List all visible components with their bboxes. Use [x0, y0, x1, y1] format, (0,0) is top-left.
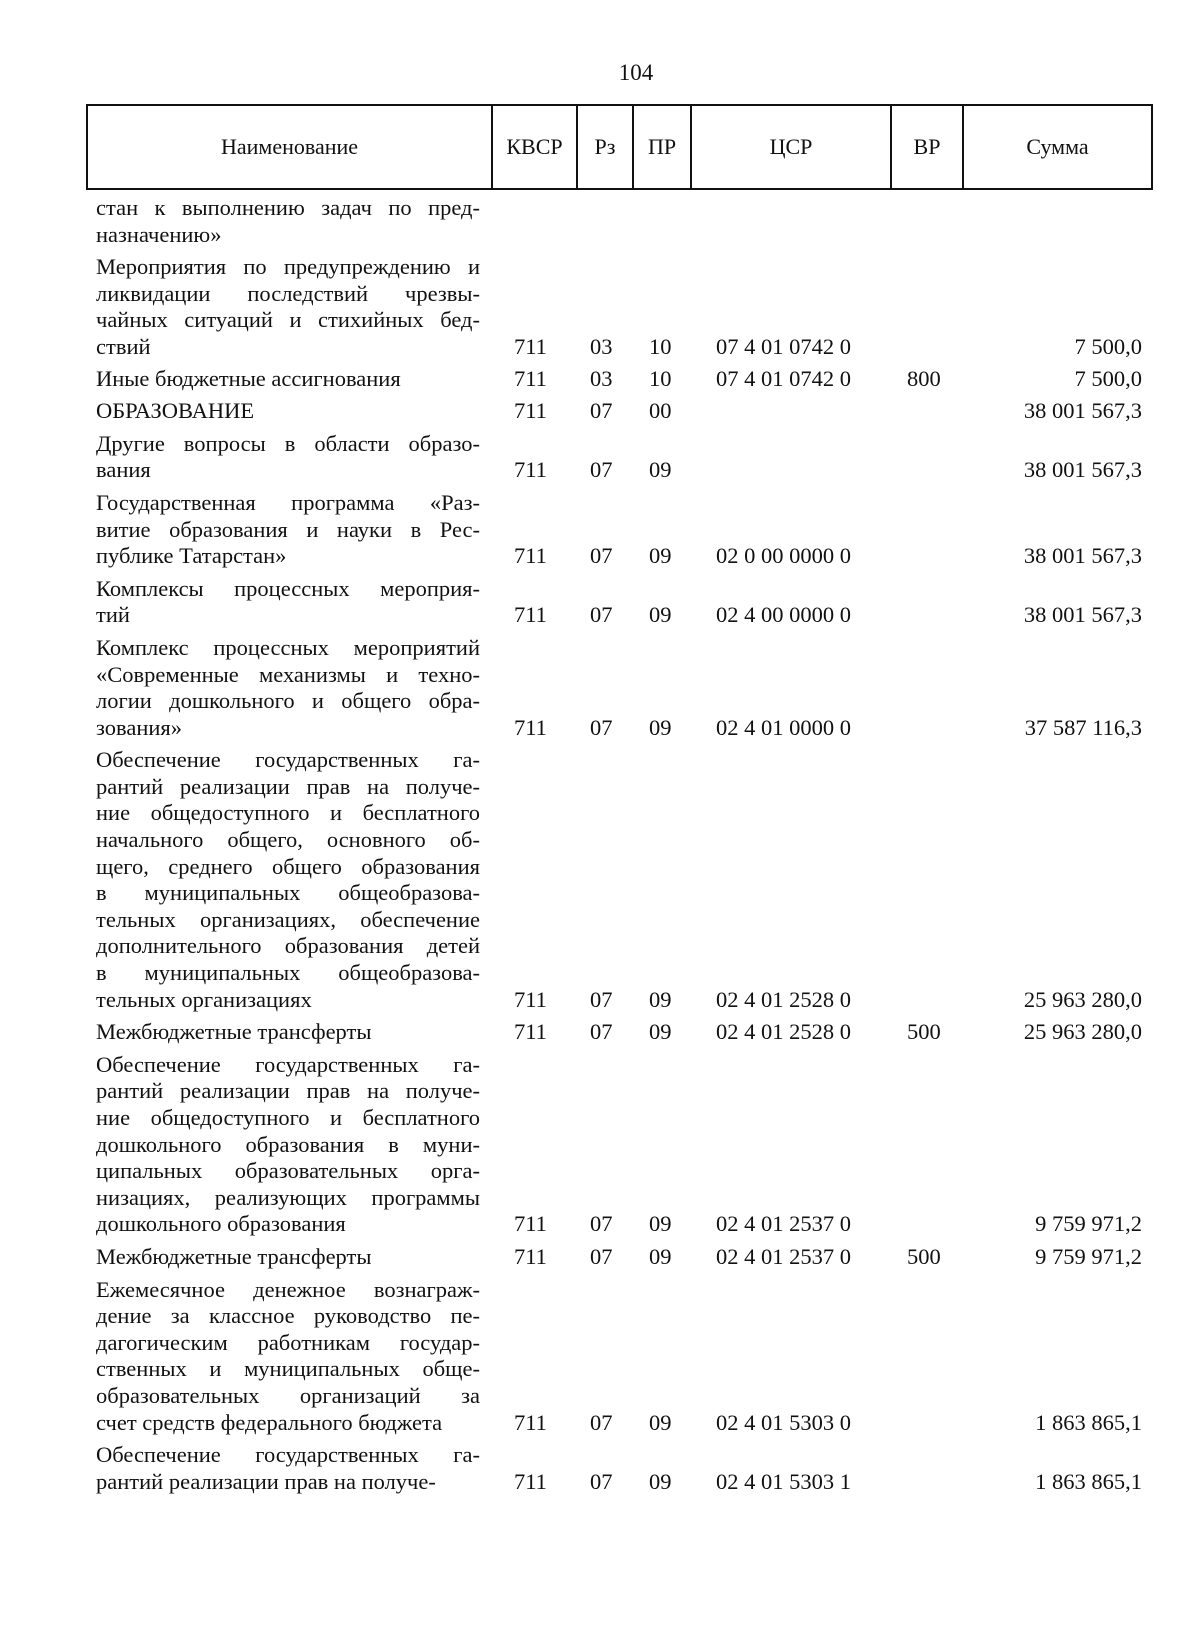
row-rz: 07: [590, 986, 613, 1012]
row-sum: 38 001 567,3: [1023, 457, 1142, 483]
row-pr: 09: [649, 1211, 672, 1237]
row-kvsr: 711: [514, 333, 547, 359]
row-sum: 7 500,0: [1074, 365, 1142, 391]
table-row: [0, 576, 1200, 629]
table-body: [0, 190, 1200, 1495]
row-name-line: дополнительного образования детей: [96, 933, 480, 959]
row-kvsr: 711: [514, 1243, 547, 1269]
row-name-line: стан к выполнению задач по пред-: [96, 195, 480, 220]
row-rz: 07: [590, 398, 613, 424]
table-row: [0, 1052, 1200, 1238]
row-kvsr: 711: [514, 365, 547, 391]
row-csr: 02 4 00 0000 0: [716, 602, 851, 628]
row-name-line: Обеспечение государственных га-: [96, 1051, 480, 1077]
row-name-line: Обеспечение государственных га-: [96, 747, 480, 773]
row-name-line: начального общего, основного об-: [96, 827, 480, 853]
row-pr: 09: [649, 986, 672, 1012]
row-pr: 09: [649, 1409, 672, 1435]
row-name-line: дошкольного образования: [96, 1211, 346, 1237]
row-name-line: ственных и муниципальных обще-: [96, 1356, 480, 1382]
row-name-line: Государственная программа «Раз-: [96, 489, 480, 515]
row-name-line: дагогическим работникам государ-: [96, 1329, 480, 1355]
row-name-line: ние общедоступного и бесплатного: [96, 1105, 480, 1130]
row-name: [96, 576, 480, 629]
table-row: [0, 195, 1200, 248]
row-name: [96, 431, 480, 484]
row-kvsr: 711: [514, 1468, 547, 1494]
row-sum: 37 587 116,3: [1024, 714, 1142, 740]
row-name-line: ципальных образовательных орга-: [96, 1158, 480, 1184]
row-pr: 09: [649, 543, 672, 569]
row-name: [96, 254, 480, 360]
header-pr: ПР: [634, 106, 692, 188]
row-kvsr: 711: [514, 1019, 547, 1045]
row-name-line: чайных ситуаций и стихийных бед-: [96, 307, 480, 333]
row-name: [96, 1052, 480, 1238]
row-kvsr: 711: [514, 714, 547, 740]
table-header: [86, 104, 1153, 190]
row-rz: 07: [590, 1019, 613, 1045]
table-row: [0, 1019, 1200, 1046]
row-name: [96, 635, 480, 741]
row-sum: 1 863 865,1: [1035, 1409, 1142, 1435]
row-rz: 07: [590, 1409, 613, 1435]
header-rz: Рз: [578, 106, 634, 188]
table-row: [0, 398, 1200, 425]
row-sum: 1 863 865,1: [1035, 1468, 1142, 1494]
row-name-line: назначению»: [96, 221, 222, 247]
row-vr: 800: [907, 365, 941, 391]
row-name-line: Другие вопросы в области образо-: [96, 430, 480, 456]
row-rz: 07: [590, 1468, 613, 1494]
row-pr: 00: [649, 398, 672, 424]
header-sum: Сумма: [1026, 134, 1089, 159]
row-name-line: Ежемесячное денежное вознаграж-: [96, 1276, 480, 1302]
row-kvsr: 711: [514, 457, 547, 483]
table-row: [0, 747, 1200, 1013]
row-rz: 03: [590, 365, 613, 391]
table-row: [0, 490, 1200, 570]
row-name: [96, 195, 480, 248]
row-pr: 09: [649, 1019, 672, 1045]
row-name-line: ОБРАЗОВАНИЕ: [96, 398, 255, 424]
row-name-line: публике Татарстан»: [96, 543, 287, 569]
row-csr: 02 4 01 2537 0: [716, 1211, 851, 1237]
header-name: Наименование: [88, 106, 493, 188]
table-row: [0, 1442, 1200, 1495]
row-rz: 07: [590, 602, 613, 628]
row-name-line: Мероприятия по предупреждению и: [96, 254, 480, 280]
row-name-line: тий: [96, 602, 130, 628]
row-name-line: тельных организациях, обеспечение: [96, 906, 480, 932]
row-pr: 09: [649, 714, 672, 740]
row-name: [96, 366, 480, 393]
row-kvsr: 711: [514, 398, 547, 424]
row-csr: 02 4 01 0000 0: [716, 714, 851, 740]
row-sum: 38 001 567,3: [1023, 602, 1142, 628]
row-pr: 10: [649, 333, 672, 359]
row-name-line: образовательных организаций за: [96, 1382, 480, 1408]
row-name: [96, 490, 480, 570]
row-name-line: ние общедоступного и бесплатного: [96, 800, 480, 826]
row-kvsr: 711: [514, 543, 547, 569]
table-row: [0, 431, 1200, 484]
table-row: [0, 366, 1200, 393]
row-name-line: дошкольного образования в муни-: [96, 1131, 480, 1157]
table-row: [0, 635, 1200, 741]
row-name-line: тельных организациях: [96, 986, 312, 1012]
table-row: [0, 1277, 1200, 1437]
row-rz: 07: [590, 543, 613, 569]
row-name-line: ствий: [96, 333, 151, 359]
row-name-line: дение за классное руководство пе-: [96, 1303, 480, 1329]
row-name-line: Межбюджетные трансферты: [96, 1243, 372, 1269]
row-sum: 9 759 971,2: [1035, 1211, 1142, 1237]
row-name: [96, 398, 480, 425]
row-name-line: вания: [96, 457, 151, 483]
row-name-line: низациях, реализующих программы: [96, 1184, 480, 1210]
row-name: [96, 747, 480, 1013]
row-name-line: рантий реализации прав на получе-: [96, 1078, 480, 1104]
row-csr: 07 4 01 0742 0: [716, 365, 851, 391]
row-rz: 07: [590, 457, 613, 483]
row-pr: 09: [649, 457, 672, 483]
row-name-line: Межбюджетные трансферты: [96, 1019, 372, 1045]
row-sum: 7 500,0: [1074, 333, 1142, 359]
row-vr: 500: [907, 1243, 941, 1269]
row-name-line: витие образования и науки в Рес-: [96, 516, 480, 542]
row-pr: 10: [649, 365, 672, 391]
row-name: [96, 1244, 480, 1271]
row-pr: 09: [649, 602, 672, 628]
row-name-line: зования»: [96, 714, 183, 740]
row-rz: 07: [590, 714, 613, 740]
row-name: [96, 1442, 480, 1495]
table-row: [0, 1244, 1200, 1271]
row-name-line: Комплекс процессных мероприятий: [96, 634, 480, 660]
row-name: [96, 1019, 480, 1046]
row-pr: 09: [649, 1243, 672, 1269]
row-kvsr: 711: [514, 1211, 547, 1237]
row-csr: 02 4 01 5303 0: [716, 1409, 851, 1435]
row-sum: 38 001 567,3: [1023, 398, 1142, 424]
header-kvsr: КВСР: [493, 106, 578, 188]
row-csr: 02 4 01 2537 0: [716, 1243, 851, 1269]
row-rz: 07: [590, 1243, 613, 1269]
row-pr: 09: [649, 1468, 672, 1494]
row-name-line: Обеспечение государственных га-: [96, 1442, 480, 1468]
page-number: 104: [618, 60, 654, 85]
row-sum: 9 759 971,2: [1035, 1243, 1142, 1269]
row-name-line: щего, среднего общего образования: [96, 853, 480, 879]
row-sum: 25 963 280,0: [1023, 1019, 1142, 1045]
row-csr: 02 0 00 0000 0: [716, 543, 851, 569]
row-name-line: в муниципальных общеобразова-: [96, 880, 480, 906]
row-name-line: рантий реализации прав на получе-: [96, 1468, 436, 1494]
row-name-line: Комплексы процессных мероприя-: [96, 575, 480, 601]
row-name-line: логии дошкольного и общего обра-: [96, 688, 480, 714]
row-vr: 500: [907, 1019, 941, 1045]
row-rz: 07: [590, 1211, 613, 1237]
row-csr: 02 4 01 5303 1: [716, 1468, 851, 1494]
row-name-line: ликвидации последствий чрезвы-: [96, 280, 480, 306]
row-rz: 03: [590, 333, 613, 359]
row-kvsr: 711: [514, 1409, 547, 1435]
row-name: [96, 1277, 480, 1437]
row-name-line: рантий реализации прав на получе-: [96, 773, 480, 799]
row-csr: 02 4 01 2528 0: [716, 1019, 851, 1045]
row-csr: 07 4 01 0742 0: [716, 333, 851, 359]
row-name-line: Иные бюджетные ассигнования: [96, 365, 401, 391]
row-name-line: в муниципальных общеобразова-: [96, 960, 480, 986]
row-csr: 02 4 01 2528 0: [716, 986, 851, 1012]
row-kvsr: 711: [514, 602, 547, 628]
row-name-line: «Современные механизмы и техно-: [96, 661, 480, 687]
row-name-line: счет средств федерального бюджета: [96, 1409, 443, 1435]
row-sum: 38 001 567,3: [1023, 543, 1142, 569]
header-vr: ВР: [892, 106, 964, 188]
table-row: [0, 254, 1200, 360]
row-sum: 25 963 280,0: [1023, 986, 1142, 1012]
row-kvsr: 711: [514, 986, 547, 1012]
header-csr: ЦСР: [692, 106, 892, 188]
